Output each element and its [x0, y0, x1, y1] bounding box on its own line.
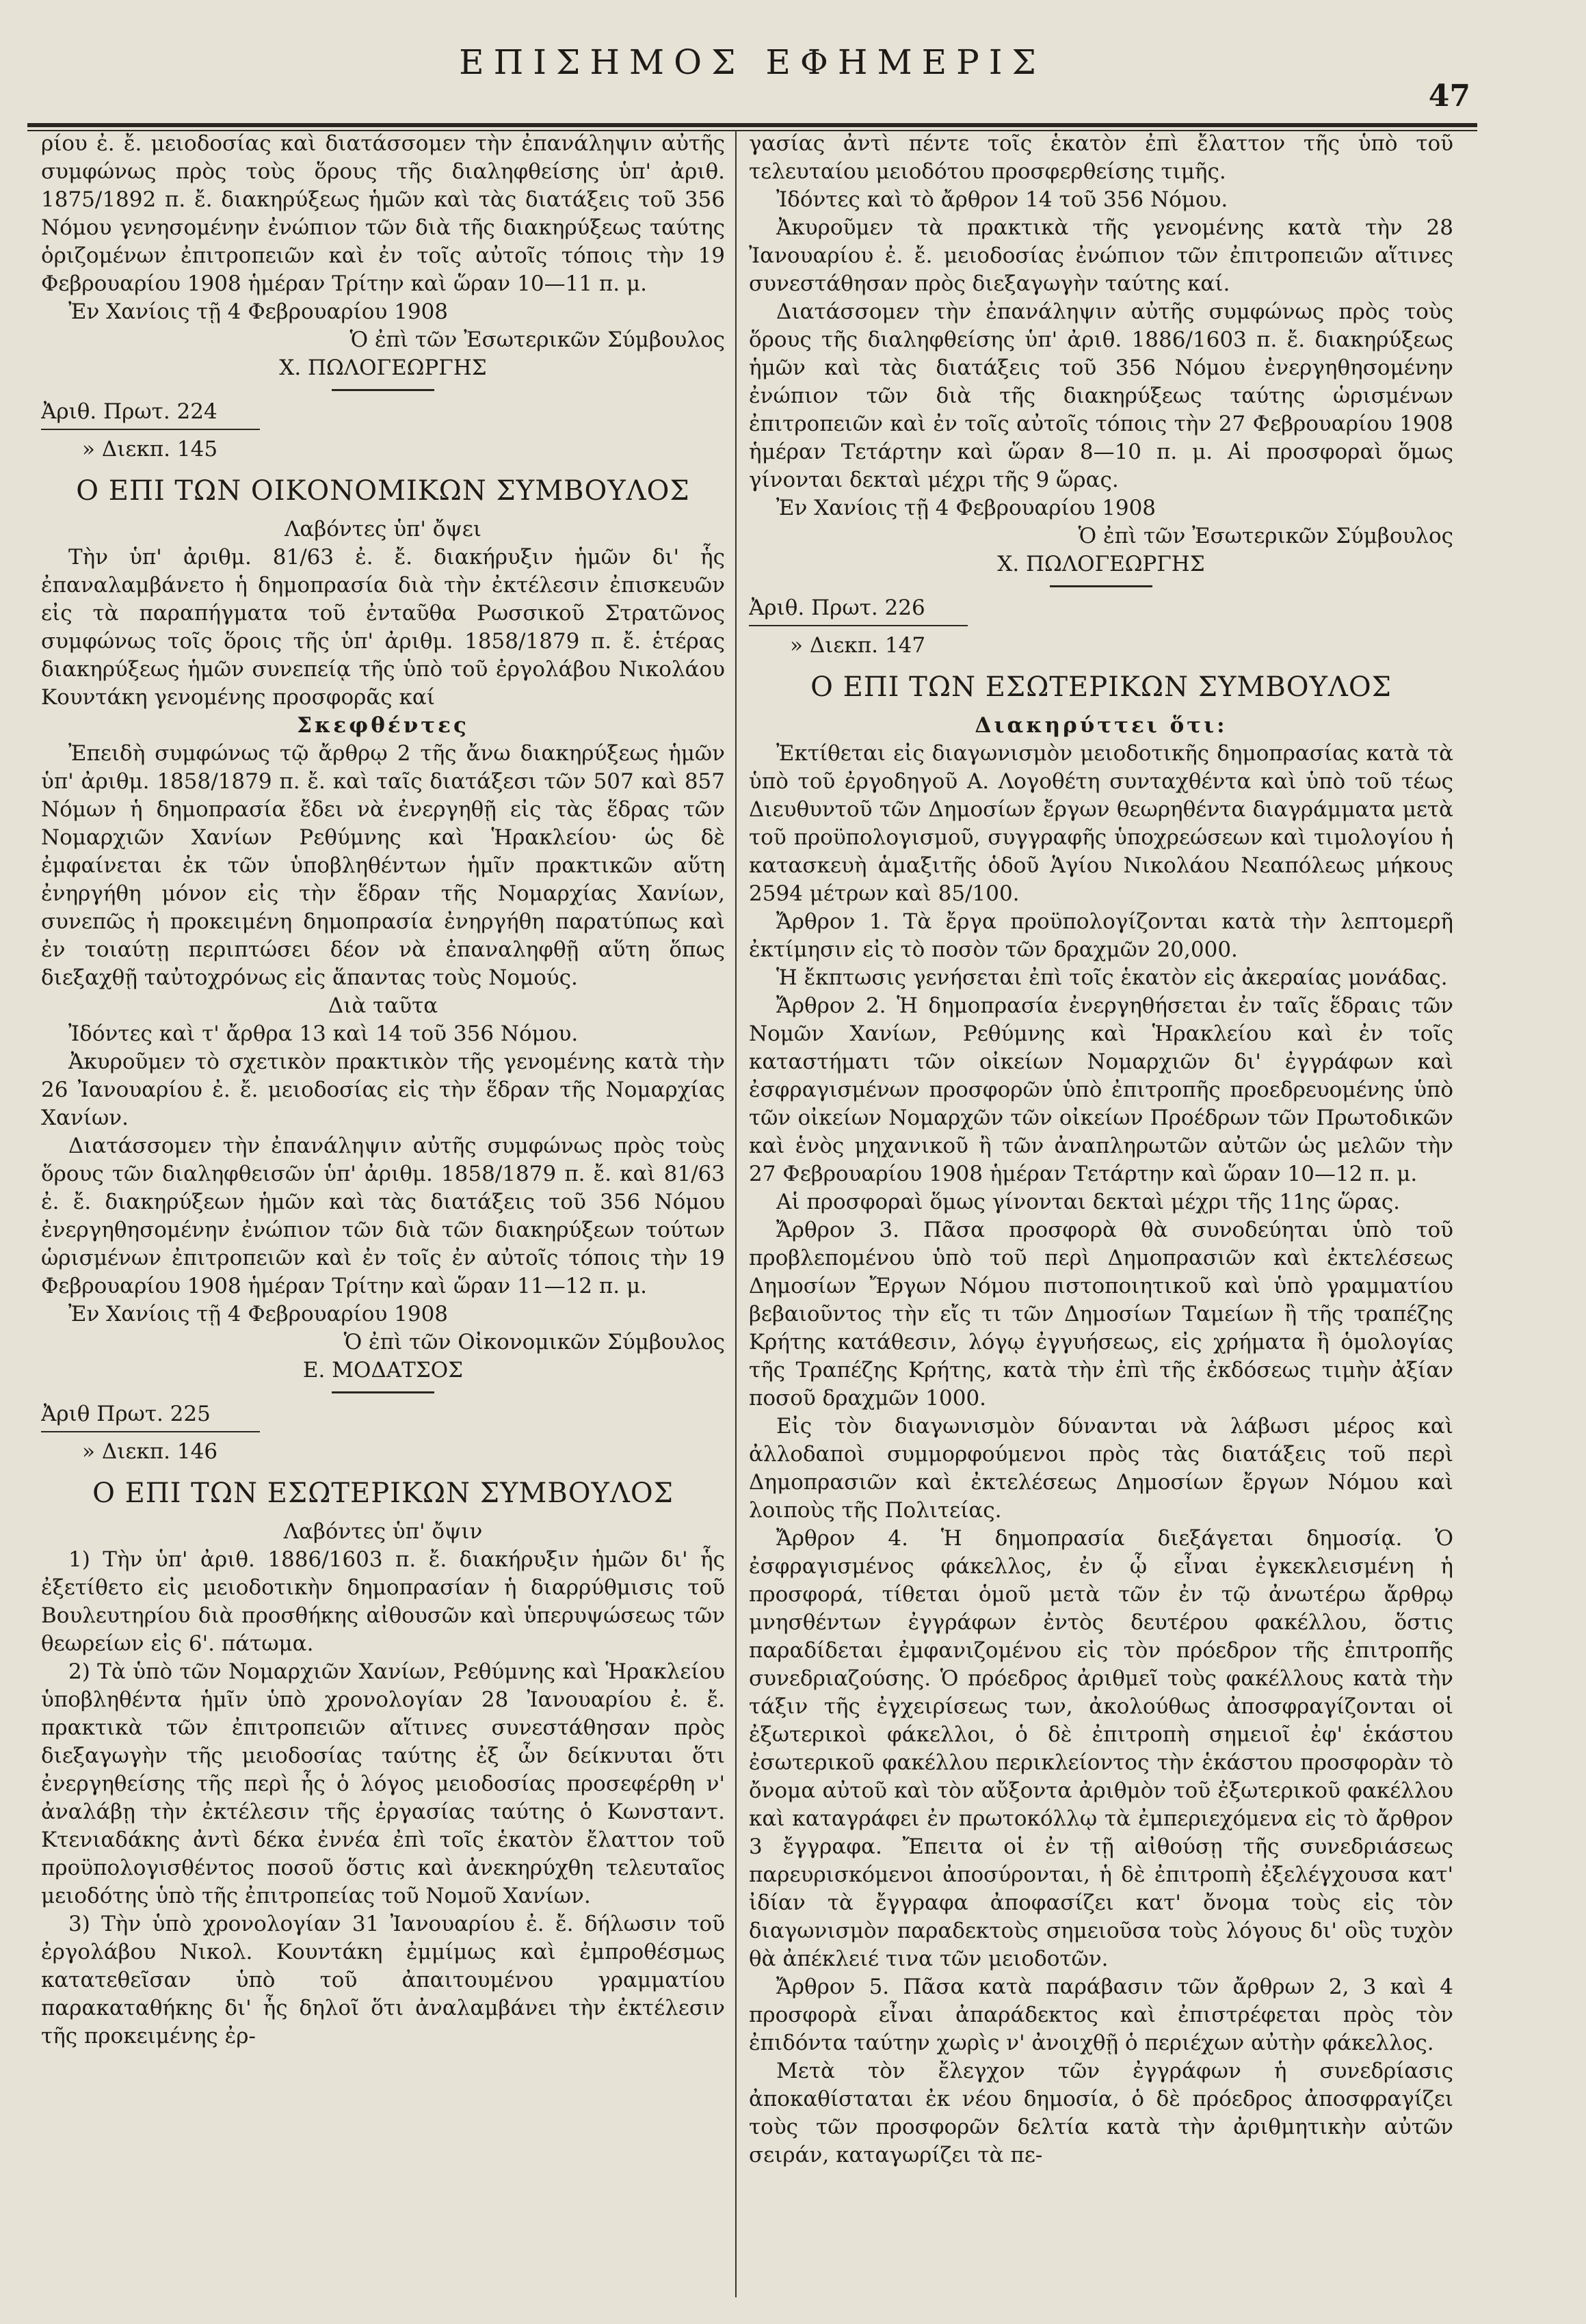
body-paragraph: Ἰδόντες καὶ τ' ἄρθρα 13 καὶ 14 τοῦ 356 Νόμου. — [68, 1021, 579, 1046]
protocol-number: Ἀριθ Πρωτ. 225 — [41, 1402, 211, 1426]
signature-name: Ε. ΜΟΔΑΤΣΟΣ — [302, 1358, 464, 1383]
body-paragraph: Ἰδόντες καὶ τὸ ἄρθρον 14 τοῦ 356 Νόμου. — [776, 187, 1228, 212]
left-intro-paragraph: ρίου ἐ. ἔ. μειοδοσίας καὶ διατάσσομεν τὴν ἐπανάληψιν αὐτῆς συμφώνως πρὸς τοὺς ὅρους τῆς διαληφθείσης ὑπ' ἀριθ. 1875/1892 π. ἔ. διακηρύξεως ἡμῶν καὶ τὰς διατάξεις τοῦ 356 Νόμου γενησομένην ἐνώπιον τῶν διὰ τῆς διακηρύξεως ταύτης ὁριζομένων ἐπιτροπειῶν καὶ ἐν τοῖς αὐτοῖς τόποις τὴν 19 Φεβρουαρίου 1908 ἡμέραν Τρίτην καὶ ὥραν 10—11 π. μ. — [41, 131, 725, 296]
body-paragraph: Ἡ ἔκπτωσις γενήσεται ἐπὶ τοῖς ἑκατὸν εἰς ἀκεραίας μονάδας. — [776, 965, 1448, 990]
right-intro-paragraph: γασίας ἀντὶ πέντε τοῖς ἑκατὸν ἐπὶ ἔλαττον τῆς ὑπὸ τοῦ τελευταίου μειοδότου προσφερθείσης τιμῆς. — [749, 131, 1453, 184]
section-heading: Ο ΕΠΙ ΤΩΝ ΕΣΩΤΕΡΙΚΩΝ ΣΥΜΒΟΥΛΟΣ — [92, 1478, 674, 1509]
numbered-item: 2) Τὰ ὑπὸ τῶν Νομαρχιῶν Χανίων, Ρεθύμνης καὶ Ἡρακλείου ὑποβληθέντα ἡμῖν ὑπὸ χρονολογίαν 28 Ἰανουαρίου ἐ. ἔ. πρακτικὰ τῶν ἐπιτροπειῶν αἵτινες συνεστάθησαν πρὸς διεξαγωγὴν τῆς μειοδοσίας ταύτης ἐξ ὧν δείκνυται ὅτι ἐνεργηθείσης τῆς περὶ ἧς ὁ λόγος μειοδοσίας προσεφέρθη ν' ἀναλάβῃ τὴν ἐκτέλεσιν τῆς ἐργασίας ταύτης ὁ Κωνσταντ. Κτενιαδάκης ἀντὶ δέκα ἐννέα ἐπὶ τοῖς ἑκατὸν ἔλαττον τοῦ προϋπολογισθέντος ποσοῦ ὅστις καὶ ἀνεκηρύχθη τελευταῖος μειοδότης ὑπὸ τῆς ἐπιτροπείας τοῦ Νομοῦ Χανίων. — [41, 1659, 725, 1908]
body-paragraph: Διατάσσομεν τὴν ἐπανάληψιν αὐτῆς συμφώνως πρὸς τοὺς ὅρους τῆς διαληφθείσης ὑπ' ἀριθ. 1886/1603 π. ἔ. διακηρύξεως ἡμῶν καὶ τὰς διατάξεις τοῦ 356 Νόμου ἐνεργηθησομένην ἐνώπιον τῶν διὰ τῆς διακηρύξεως ταύτης ὡρισμένων ἐπιτροπειῶν καὶ ἐν τοῖς αὐτοῖς τόποις τὴν 27 Φεβρουαρίου 1908 ἡμέραν Τετάρτην καὶ ὥραν 8—10 π. μ. Αἱ προσφοραὶ ὅμως γίνονται δεκταὶ μέχρι τῆς 9 ὥρας. — [749, 299, 1453, 492]
newspaper-title: ΕΠΙΣΗΜΟΣ ΕΦΗΜΕΡΙΣ — [459, 42, 1046, 82]
body-paragraph: Εἰς τὸν διαγωνισμὸν δύνανται νὰ λάβωσι μέρος καὶ ἀλλοδαποὶ συμμορφούμενοι πρὸς τὰς διατάξεις τοῦ περὶ Δημοπρασιῶν καὶ ἐκτελέσεως Δημοσίων ἔργων Νόμου καὶ λοιποὺς τῆς Πολιτείας. — [749, 1414, 1453, 1523]
body-paragraph: Αἱ προσφοραὶ ὅμως γίνονται δεκταὶ μέχρι τῆς 11ης ὥρας. — [776, 1190, 1401, 1214]
separator-rule — [1050, 585, 1152, 587]
separator-rule — [332, 389, 434, 391]
protocol-number: Ἀριθ. Πρωτ. 226 — [749, 596, 925, 620]
section-subheading: Διὰ ταῦτα — [328, 993, 438, 1018]
signature-role: Ὁ ἐπὶ τῶν Οἰκονομικῶν Σύμβουλος — [343, 1330, 725, 1354]
page-number: 47 — [1428, 79, 1470, 113]
body-paragraph: Ἐπειδὴ συμφώνως τῷ ἄρθρῳ 2 τῆς ἄνω διακηρύξεως ἡμῶν ὑπ' ἀριθμ. 1858/1879 π. ἔ. καὶ ταῖς διατάξεσι τῶν 507 καὶ 857 Νόμων ἡ δημοπρασία ἔδει νὰ ἐνεργηθῇ εἰς τὰς ἕδρας τῶν Νομαρχιῶν Χανίων Ρεθύμνης καὶ Ἡρακλείου· ὡς δὲ ἐμφαίνεται ἐκ τῶν ὑποβληθέντων ἡμῖν πρακτικῶν αὕτη ἐνηργήθη μόνον εἰς τὴν ἕδραν τῆς Νομαρχίας Χανίων, συνεπῶς ἡ προκειμένη δημοπρασία ἐνηργήθη παρατύπως καὶ ἐν τοιαύτῃ περιπτώσει δέον νὰ ἐπαναληφθῇ αὕτη ὅπως διεξαχθῇ ταὐτοχρόνως εἰς ἅπαντας τοὺς Νομούς. — [41, 741, 725, 990]
body-paragraph: Ἀκυροῦμεν τὸ σχετικὸν πρακτικὸν τῆς γενομένης κατὰ τὴν 26 Ἰανουαρίου ἐ. ἔ. μειοδοσίας εἰς τὴν ἕδραν τῆς Νομαρχίας Χανίων. — [41, 1050, 725, 1130]
signature-name: Χ. ΠΩΛΟΓΕΩΡΓΗΣ — [279, 356, 487, 380]
section-subheading: Σκεφθέντες — [297, 713, 469, 738]
body-paragraph: Διατάσσομεν τὴν ἐπανάληψιν αὐτῆς συμφώνως πρὸς τοὺς ὅρους τῶν διαληφθεισῶν ὑπ' ἀριθμ. 1858/1879 π. ἔ. καὶ 81/63 ἐ. ἔ. διακηρύξεων ἡμῶν καὶ τὰς διατάξεις τοῦ 356 Νόμου ἐνεργηθησομένην ἐνώπιον τῶν διὰ τῶν διακηρύξεων τούτων ὡρισμένων ἐπιτροπειῶν καὶ ἐν τοῖς ἐν αὐτοῖς τόποις τὴν 19 Φεβρουαρίου 1908 ἡμέραν Τρίτην καὶ ὥραν 11—12 π. μ. — [41, 1134, 725, 1298]
left-column — [41, 130, 725, 2297]
signature-role: Ὁ ἐπὶ τῶν Ἐσωτερικῶν Σύμβουλος — [1078, 524, 1453, 548]
right-column — [749, 130, 1453, 2297]
column-divider — [735, 130, 737, 2297]
dateline: Ἐν Χανίοις τῇ 4 Φεβρουαρίου 1908 — [776, 496, 1157, 520]
numbered-item: 3) Τὴν ὑπὸ χρονολογίαν 31 Ἰανουαρίου ἐ. ἔ. δήλωσιν τοῦ ἐργολάβου Νικολ. Κουντάκη ἐμμίμως καὶ ἐμπροθέσμως κατατεθεῖσαν ὑπὸ τοῦ ἀπαιτουμένου γραμματίου παρακαταθήκης δι' ἧς δηλοῖ ὅτι ἀναλαμβάνει τὴν ἐκτέλεσιν τῆς προκειμένης ἐρ- — [41, 1912, 725, 2048]
numbered-item: 1) Τὴν ὑπ' ἀριθ. 1886/1603 π. ἔ. διακήρυξιν ἡμῶν δι' ἧς ἐξετίθετο εἰς μειοδοτικὴν δημοπρασίαν ἡ διαρρύθμισις τοῦ Βουλευτηρίου διὰ προσθήκης αἰθουσῶν καὶ ὑπερυψώσεως τῶν θεωρείων εἰς 6'. πάτωμα. — [41, 1547, 725, 1656]
body-paragraph: Ἀκυροῦμεν τὰ πρακτικὰ τῆς γενομένης κατὰ τὴν 28 Ἰανουαρίου ἐ. ἔ. μειοδοσίας ἐνώπιον τῶν ἐπιτροπειῶν αἵτινες συνεστάθησαν πρὸς διεξαγωγὴν ταύτης καί. — [749, 215, 1453, 296]
article-paragraph: Ἄρθρον 3. Πᾶσα προσφορὰ θὰ συνοδεύηται ὑπὸ τοῦ προβλεπομένου ὑπὸ τοῦ περὶ Δημοπρασιῶν καὶ ἐκτελέσεως Δημοσίων Ἔργων Νόμου πιστοποιητικοῦ καὶ ὑπὸ γραμματίου βεβαιοῦντος τὴν εἴς τι τῶν Δημοσίων Ταμείων ἢ τῆς τραπέζης Κρήτης κατάθεσιν, λόγῳ ἐγγυήσεως, εἰς χρήματα ἢ ὁμολογίας τῆς Τραπέζης Κρήτης, κατὰ τὴν ἐπὶ τῆς ἐκδόσεως τιμὴν ἀξίαν ποσοῦ δραχμῶν 1000. — [749, 1218, 1453, 1411]
reference-rule — [749, 625, 968, 626]
section-subheading: Λαβόντες ὑπ' ὄψιν — [283, 1519, 483, 1544]
section-subheading: Διακηρύττει ὅτι: — [975, 713, 1228, 738]
signature-role: Ὁ ἐπὶ τῶν Ἐσωτερικῶν Σύμβουλος — [349, 328, 725, 352]
protocol-number: Ἀριθ. Πρωτ. 224 — [41, 399, 217, 424]
section-heading: Ο ΕΠΙ ΤΩΝ ΕΣΩΤΕΡΙΚΩΝ ΣΥΜΒΟΥΛΟΣ — [810, 671, 1392, 703]
reference-rule — [41, 1431, 260, 1432]
body-paragraph: Τὴν ὑπ' ἀριθμ. 81/63 ἐ. ἔ. διακήρυξιν ἡμῶν δι' ἧς ἐπαναλαμβάνετο ἡ δημοπρασία διὰ τὴν ἐκτέλεσιν ἐπισκευῶν εἰς τὰ παραπήγματα τοῦ ἐνταῦθα Ρωσσικοῦ Στρατῶνος συμφώνως τοῖς ὅροις τῆς ὑπ' ἀριθμ. 1858/1879 π. ἔ. ἑτέρας διακηρύξεως ἡμῶν συνεπείᾳ τῆς ὑπὸ τοῦ ἐργολάβου Νικολάου Κουντάκη γενομένης προσφορᾶς καί — [41, 545, 725, 710]
dispatch-number: » Διεκπ. 146 — [82, 1439, 218, 1464]
article-paragraph: Ἄρθρον 5. Πᾶσα κατὰ παράβασιν τῶν ἄρθρων 2, 3 καὶ 4 προσφορὰ εἶναι ἀπαράδεκτος καὶ ἐπιστρέφεται πρὸς τὸν ἐπιδόντα ταύτην χωρὶς ν' ἀνοιχθῇ ὁ περιέχων αὐτὴν φάκελλος. — [749, 1975, 1453, 2055]
left-intro-date: Ἐν Χανίοις τῇ 4 Φεβρουαρίου 1908 — [68, 299, 449, 324]
body-paragraph: Μετὰ τὸν ἔλεγχον τῶν ἐγγράφων ἡ συνεδρίασις ἀποκαθίσταται ἐκ νέου δημοσία, ὁ δὲ πρόεδρος ἀποσφραγίζει τοὺς τῶν προσφορῶν δελτία κατὰ τὴν ἀριθμητικὴν αὐτῶν σειράν, καταγωρίζει τὰ πε- — [749, 2059, 1453, 2167]
section-subheading: Λαβόντες ὑπ' ὄψει — [285, 517, 481, 542]
reference-rule — [41, 429, 260, 430]
article-paragraph: Ἄρθρον 4. Ἡ δημοπρασία διεξάγεται δημοσίᾳ. Ὁ ἐσφραγισμένος φάκελλος, ἐν ᾧ εἶναι ἐγκεκλεισμένη ἡ προσφορά, τίθεται ὁμοῦ μετὰ τῶν ἐν τῷ ἀνωτέρω ἄρθρῳ μνησθέντων ἐγγράφων ἐντὸς δευτέρου φακέλλου, ὅστις παραδίδεται ἐμφανιζομένου εἰς τὸν πρόεδρον τῆς ἐπιτροπῆς συνεδριαζούσης. Ὁ πρόεδρος ἀριθμεῖ τοὺς φακέλλους κατὰ τὴν τάξιν τῆς ἐγχειρίσεως των, ἀκολούθως ἀποσφραγίζονται οἱ ἐξωτερικοὶ φάκελλοι, ὁ δὲ ἐπιτροπὴ σημειοῖ ἐφ' ἑκάστου ἐσωτερικοῦ φακέλλου περικλείοντος τὴν ἑκάστου προσφορὰν τὸ ὄνομα αὐτοῦ καὶ τὸν αὔξοντα ἀριθμὸν τοῦ ἐξωτερικοῦ φακέλλου καὶ καταγράφει ἐν πρωτοκόλλῳ τὰ ἐμπεριεχόμενα εἰς τὸ ἄρθρον 3 ἔγγραφα. Ἔπειτα οἱ ἐν τῇ αἰθούσῃ τῆς συνεδριάσεως παρευρισκόμενοι ἀποσύρονται, ἡ δὲ ἐπιτροπὴ ἐξελέγχουσα κατ' ἰδίαν τὰ ἔγγραφα ἀποφασίζει κατ' ὄνομα τοὺς εἰς τὸν διαγωνισμὸν παραδεκτοὺς σημειοῦσα τοὺς λόγους δι' οὓς τυχὸν θὰ ἀπέκλειέ τινα τῶν μειοδοτῶν. — [749, 1526, 1453, 1971]
dispatch-number: » Διεκπ. 147 — [790, 633, 926, 658]
article-paragraph: Ἄρθρον 2. Ἡ δημοπρασία ἐνεργηθήσεται ἐν ταῖς ἕδραις τῶν Νομῶν Χανίων, Ρεθύμνης καὶ Ἡρακλείου καὶ ἐν τοῖς καταστήματι τῶν οἰκείων Νομαρχιῶν δι' ἐγγράφων καὶ ἐσφραγισμένων προσφορῶν ὑπὸ ἐπιτροπῆς προεδρευομένης ὑπὸ τῶν οἰκείων Νομαρχῶν τῶν οἰκείων Προέδρων τῶν Πρωτοδικῶν καὶ ἑνὸς μηχανικοῦ ἢ τῶν ἀναπληρωτῶν αὐτῶν ὡς μελῶν τὴν 27 Φεβρουαρίου 1908 ἡμέραν Τετάρτην καὶ ὥραν 10—12 π. μ. — [749, 993, 1453, 1186]
dateline: Ἐν Χανίοις τῇ 4 Φεβρουαρίου 1908 — [68, 1302, 449, 1326]
article-paragraph: Ἄρθρον 1. Τὰ ἔργα προϋπολογίζονται κατὰ τὴν λεπτομερῆ ἐκτίμησιν εἰς τὸ ποσὸν τῶν δραχμῶν 20,000. — [749, 909, 1453, 962]
signature-name: Χ. ΠΩΛΟΓΕΩΡΓΗΣ — [997, 552, 1205, 576]
dispatch-number: » Διεκπ. 145 — [82, 437, 218, 462]
section-heading: Ο ΕΠΙ ΤΩΝ ΟΙΚΟΝΟΜΙΚΩΝ ΣΥΜΒΟΥΛΟΣ — [76, 475, 690, 507]
masthead — [27, 27, 1477, 137]
separator-rule — [332, 1391, 434, 1393]
body-paragraph: Ἐκτίθεται εἰς διαγωνισμὸν μειοδοτικῆς δημοπρασίας κατὰ τὰ ὑπὸ τοῦ ἐργοδηγοῦ Α. Λογοθέτη συνταχθέντα καὶ ὑπὸ τοῦ τέως Διευθυντοῦ τῶν Δημοσίων ἔργων θεωρηθέντα διαγράμματα μετὰ τοῦ προϋπολογισμοῦ, συγγραφῆς ὑποχρεώσεων καὶ τιμολογίου ἡ κατασκευὴ ἁμαξιτῆς ὁδοῦ Ἁγίου Νικολάου Νεαπόλεως μήκους 2594 μέτρων καὶ 85/100. — [749, 741, 1453, 906]
masthead-rule — [27, 123, 1477, 127]
